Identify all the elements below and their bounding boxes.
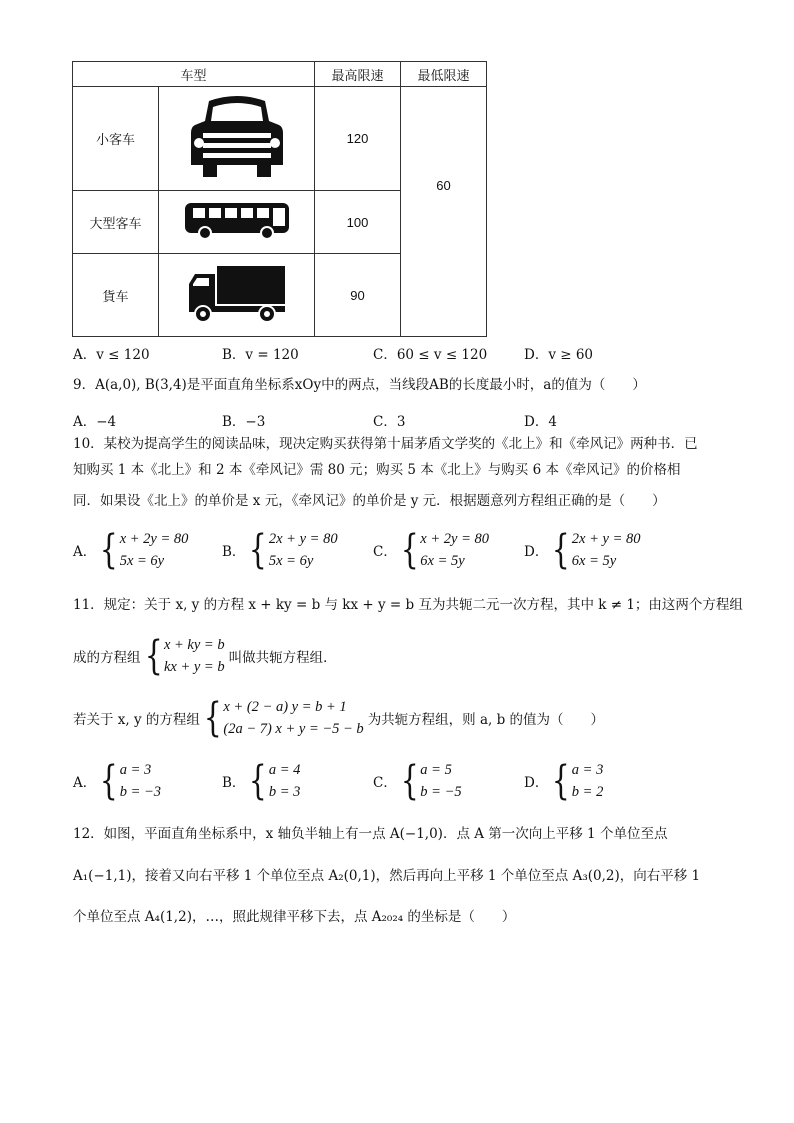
q10-stem-line3: 同．如果设《北上》的单价是 x 元，《牵风记》的单价是 y 元．根据题意列方程组正确的是（ ）	[73, 493, 666, 509]
brace-icon: {	[552, 758, 570, 804]
brace-icon: {	[400, 527, 419, 573]
q12-stem-line1: 12．如图，平面直角坐标系中，x 轴负半轴上有一点 A(−1,0)．点 A 第一次向上平移 1 个单位至点	[73, 826, 668, 842]
header-min-speed: 最低限速	[401, 62, 487, 87]
max-speed-value: 120	[315, 87, 401, 191]
max-speed-value: 90	[315, 254, 401, 337]
q10-stem-line1: 10．某校为提高学生的阅读品味，现决定购买获得第十届茅盾文学奖的《北上》和《牵风记》两种书．已	[73, 436, 698, 452]
header-vehicle-type: 车型	[73, 62, 315, 87]
q11-option-b[interactable]: B． { a = 4 b = 3	[222, 758, 301, 804]
brace-icon: {	[144, 633, 163, 679]
vehicle-image-cell	[159, 191, 315, 254]
min-speed-value: 60	[401, 87, 487, 337]
q11-stem-line1: 11．规定：关于 x, y 的方程 x + ky = b 与 kx + y = b 互为共轭二元一次方程，其中 k ≠ 1；由这两个方程组	[73, 597, 743, 613]
q8-option-b[interactable]: B．v = 120	[222, 347, 299, 363]
speed-limit-table	[72, 61, 487, 337]
q10-stem-line2: 知购买 1 本《北上》和 2 本《牵风记》需 80 元；购买 5 本《北上》与购买 6 本《牵风记》的价格相	[73, 462, 681, 478]
q9-option-d[interactable]: D．4	[524, 414, 557, 430]
q9-option-a[interactable]: A．−4	[73, 414, 117, 430]
q12-stem-line2: A₁(−1,1)，接着又向右平移 1 个单位至点 A₂(0,1)，然后再向上平移 1 个单位至点 A₃(0,2)，向右平移 1	[73, 868, 701, 884]
brace-icon: {	[100, 527, 118, 573]
q9-option-c[interactable]: C．3	[373, 414, 406, 430]
q11-given-system: 若关于 x, y 的方程组 { x + (2 − a) y = b + 1 (2a − 7) x + y = −5 − b 为共轭方程组，则 a, b 的值为（ ）	[73, 695, 605, 741]
vehicle-image-cell	[159, 254, 315, 337]
brace-icon: {	[249, 758, 268, 804]
q8-option-a[interactable]: A．v ≤ 120	[73, 347, 150, 363]
vehicle-image-cell	[159, 87, 315, 191]
bus-icon	[183, 201, 291, 241]
q8-option-c[interactable]: C．60 ≤ v ≤ 120	[373, 347, 488, 363]
brace-icon: {	[100, 758, 118, 804]
brace-icon: {	[203, 695, 222, 741]
q10-option-a[interactable]: A． { x + 2y = 80 5x = 6y	[73, 527, 189, 573]
q10-option-b[interactable]: B． { 2x + y = 80 5x = 6y	[222, 527, 338, 573]
header-max-speed: 最高限速	[315, 62, 401, 87]
q11-option-c[interactable]: C． { a = 5 b = −5	[373, 758, 462, 804]
vehicle-name: 小客车	[73, 87, 159, 191]
vehicle-name: 大型客车	[73, 191, 159, 254]
q9-stem: 9．A(a,0), B(3,4)是平面直角坐标系xOy中的两点，当线段AB的长度最小时，a的值为（ ）	[73, 377, 646, 393]
q11-definition-system: 成的方程组 { x + ky = b kx + y = b 叫做共轭方程组．	[73, 633, 337, 679]
q11-option-a[interactable]: A． { a = 3 b = −3	[73, 758, 162, 804]
brace-icon: {	[400, 758, 419, 804]
q9-option-b[interactable]: B．−3	[222, 414, 266, 430]
brace-icon: {	[249, 527, 268, 573]
brace-icon: {	[552, 527, 570, 573]
q12-stem-line3: 个单位至点 A₄(1,2)，…，照此规律平移下去，点 A₂₀₂₄ 的坐标是（ ）	[73, 909, 516, 925]
q8-option-d[interactable]: D．v ≥ 60	[524, 347, 594, 363]
car-icon	[187, 93, 287, 181]
max-speed-value: 100	[315, 191, 401, 254]
vehicle-name: 貨车	[73, 254, 159, 337]
q10-option-c[interactable]: C． { x + 2y = 80 6x = 5y	[373, 527, 489, 573]
q11-option-d[interactable]: D． { a = 3 b = 2	[524, 758, 604, 804]
q10-option-d[interactable]: D． { 2x + y = 80 6x = 5y	[524, 527, 641, 573]
truck-icon	[187, 264, 287, 324]
